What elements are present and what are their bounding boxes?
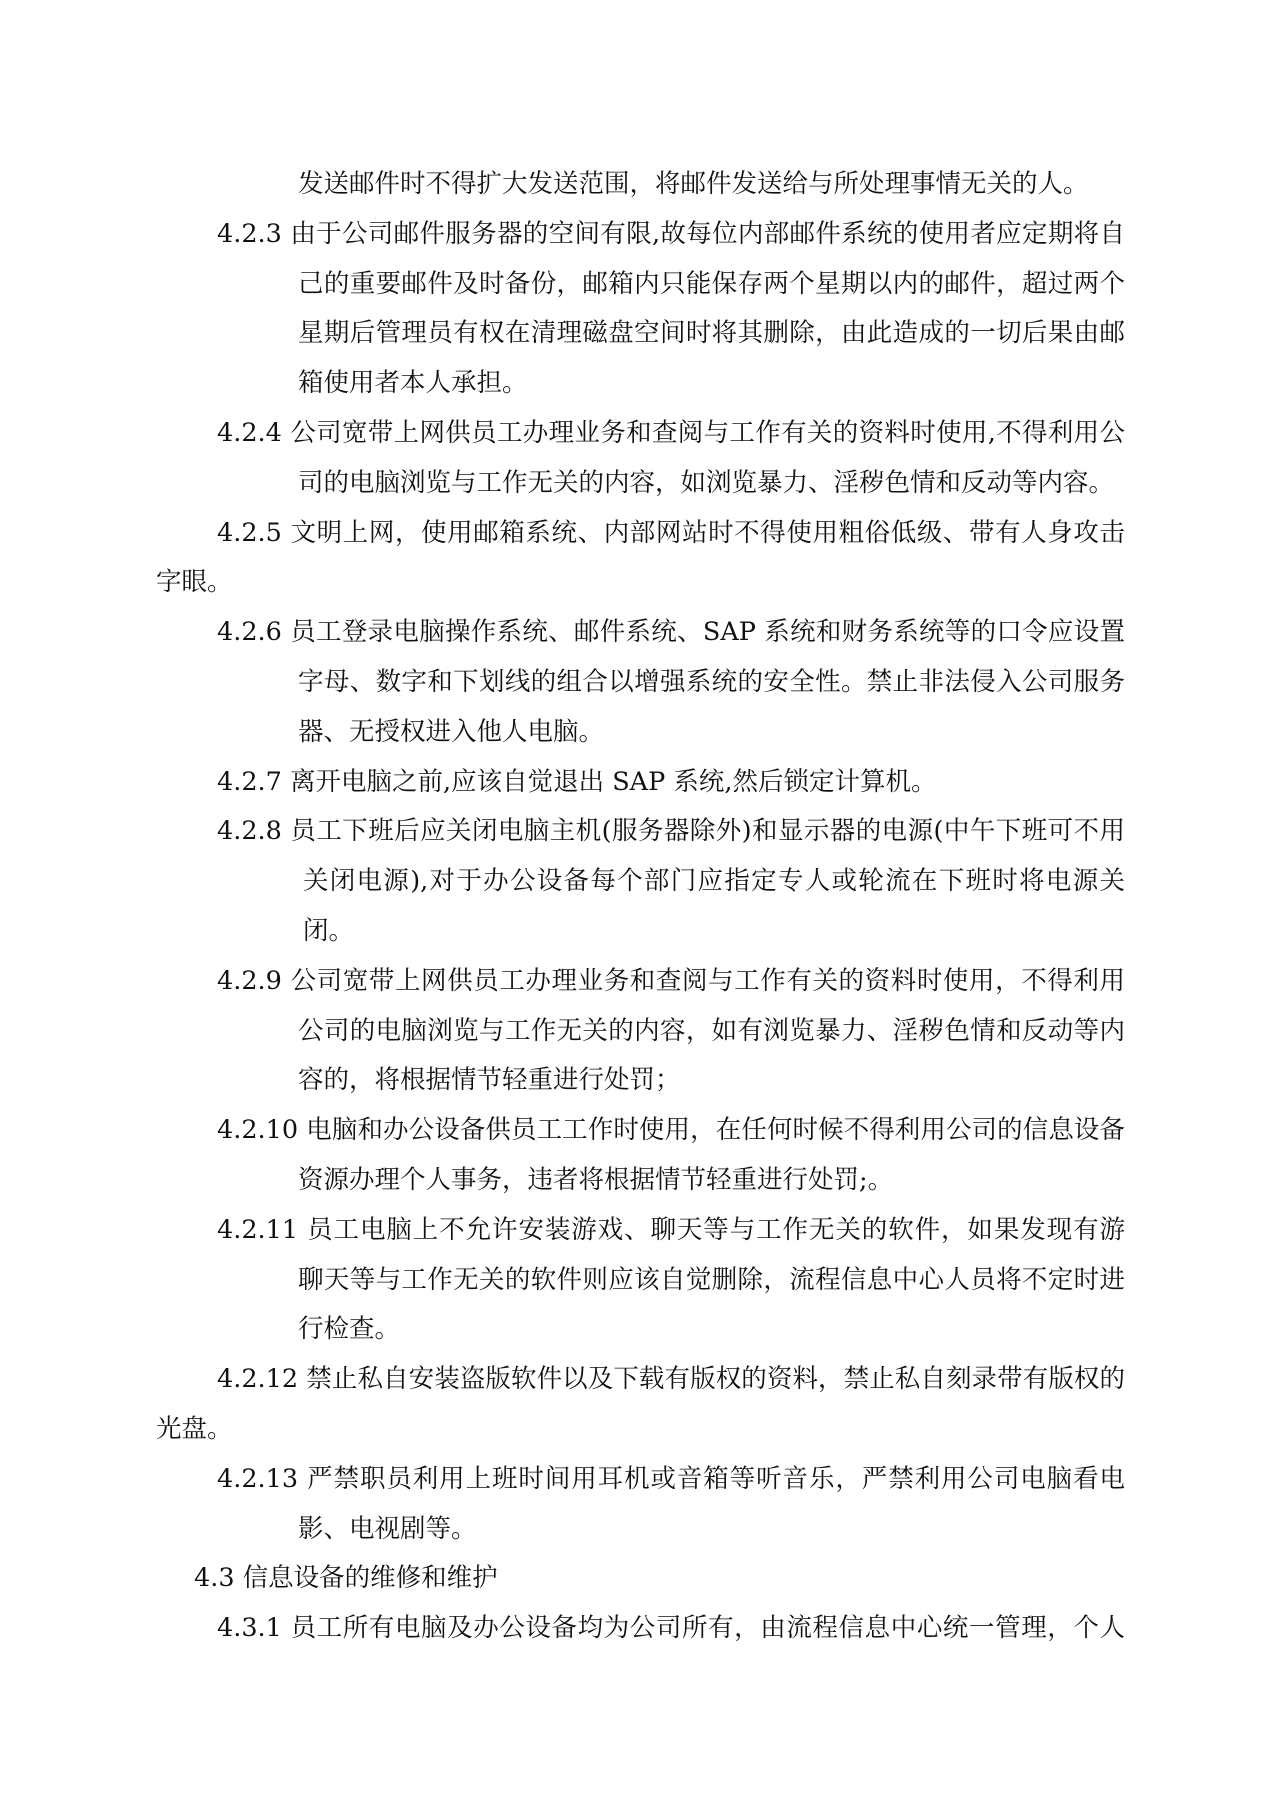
text-line: 光盘。: [156, 1414, 233, 1444]
text-line: 箱使用者本人承担。: [298, 368, 528, 399]
text-line: 字母、数字和下划线的组合以增强系统的安全性。禁止非法侵入公司服务: [298, 667, 1125, 697]
text-line: 关闭电源),对于办公设备每个部门应指定专人或轮流在下班时将电源关: [303, 866, 1125, 897]
text-line: 容的，将根据情节轻重进行处罚；: [298, 1065, 681, 1096]
text-line: 4.2.8 员工下班后应关闭电脑主机(服务器除外)和显示器的电源(中午下班可不用: [217, 816, 1125, 847]
text-line: 公司的电脑浏览与工作无关的内容，如有浏览暴力、淫秽色情和反动等内: [298, 1015, 1125, 1046]
text-line: 行检查。: [298, 1314, 401, 1345]
text-line: 4.2.9 公司宽带上网供员工办理业务和查阅与工作有关的资料时使用，不得利用: [217, 965, 1125, 996]
text-line: 4.2.10 电脑和办公设备供员工工作时使用，在任何时候不得利用公司的信息设备: [217, 1115, 1125, 1146]
text-line: 器、无授权进入他人电脑。: [298, 716, 605, 747]
text-line: 聊天等与工作无关的软件则应该自觉删除，流程信息中心人员将不定时进: [298, 1264, 1125, 1295]
text-line: 字眼。: [156, 567, 233, 598]
text-line: 4.2.3 由于公司邮件服务器的空间有限,故每位内部邮件系统的使用者应定期将自: [217, 218, 1125, 249]
text-line: 影、电视剧等。: [298, 1513, 477, 1544]
text-line: 4.2.4 公司宽带上网供员工办理业务和查阅与工作有关的资料时使用,不得利用公: [217, 418, 1125, 448]
text-line: 星期后管理员有权在清理磁盘空间时将其删除，由此造成的一切后果由邮: [298, 318, 1125, 349]
text-line: 4.2.11 员工电脑上不允许安装游戏、聊天等与工作无关的软件，如果发现有游: [217, 1214, 1125, 1245]
text-line: 4.2.5 文明上网，使用邮箱系统、内部网站时不得使用粗俗低级、带有人身攻击: [217, 517, 1125, 548]
text-line: 发送邮件时不得扩大发送范围，将邮件发送给与所处理事情无关的人。: [298, 169, 1089, 199]
text-line: 4.2.6 员工登录电脑操作系统、邮件系统、SAP 系统和财务系统等的口令应设置: [217, 617, 1125, 648]
text-line: 4.3.1 员工所有电脑及办公设备均为公司所有，由流程信息中心统一管理，个人: [217, 1613, 1125, 1644]
section-heading: 4.3 信息设备的维修和维护: [194, 1563, 498, 1594]
text-line: 闭。: [303, 916, 355, 946]
text-line: 资源办理个人事务，违者将根据情节轻重进行处罚;。: [298, 1165, 894, 1195]
text-line: 4.2.7 离开电脑之前,应该自觉退出 SAP 系统,然后锁定计算机。: [217, 766, 937, 797]
text-line: 司的电脑浏览与工作无关的内容，如浏览暴力、淫秽色情和反动等内容。: [298, 467, 1115, 498]
text-line: 4.2.12 禁止私自安装盗版软件以及下载有版权的资料，禁止私自刻录带有版权的: [217, 1364, 1125, 1395]
text-line: 4.2.13 严禁职员利用上班时间用耳机或音箱等听音乐，严禁利用公司电脑看电: [217, 1463, 1125, 1494]
text-line: 己的重要邮件及时备份，邮箱内只能保存两个星期以内的邮件，超过两个: [298, 268, 1125, 299]
